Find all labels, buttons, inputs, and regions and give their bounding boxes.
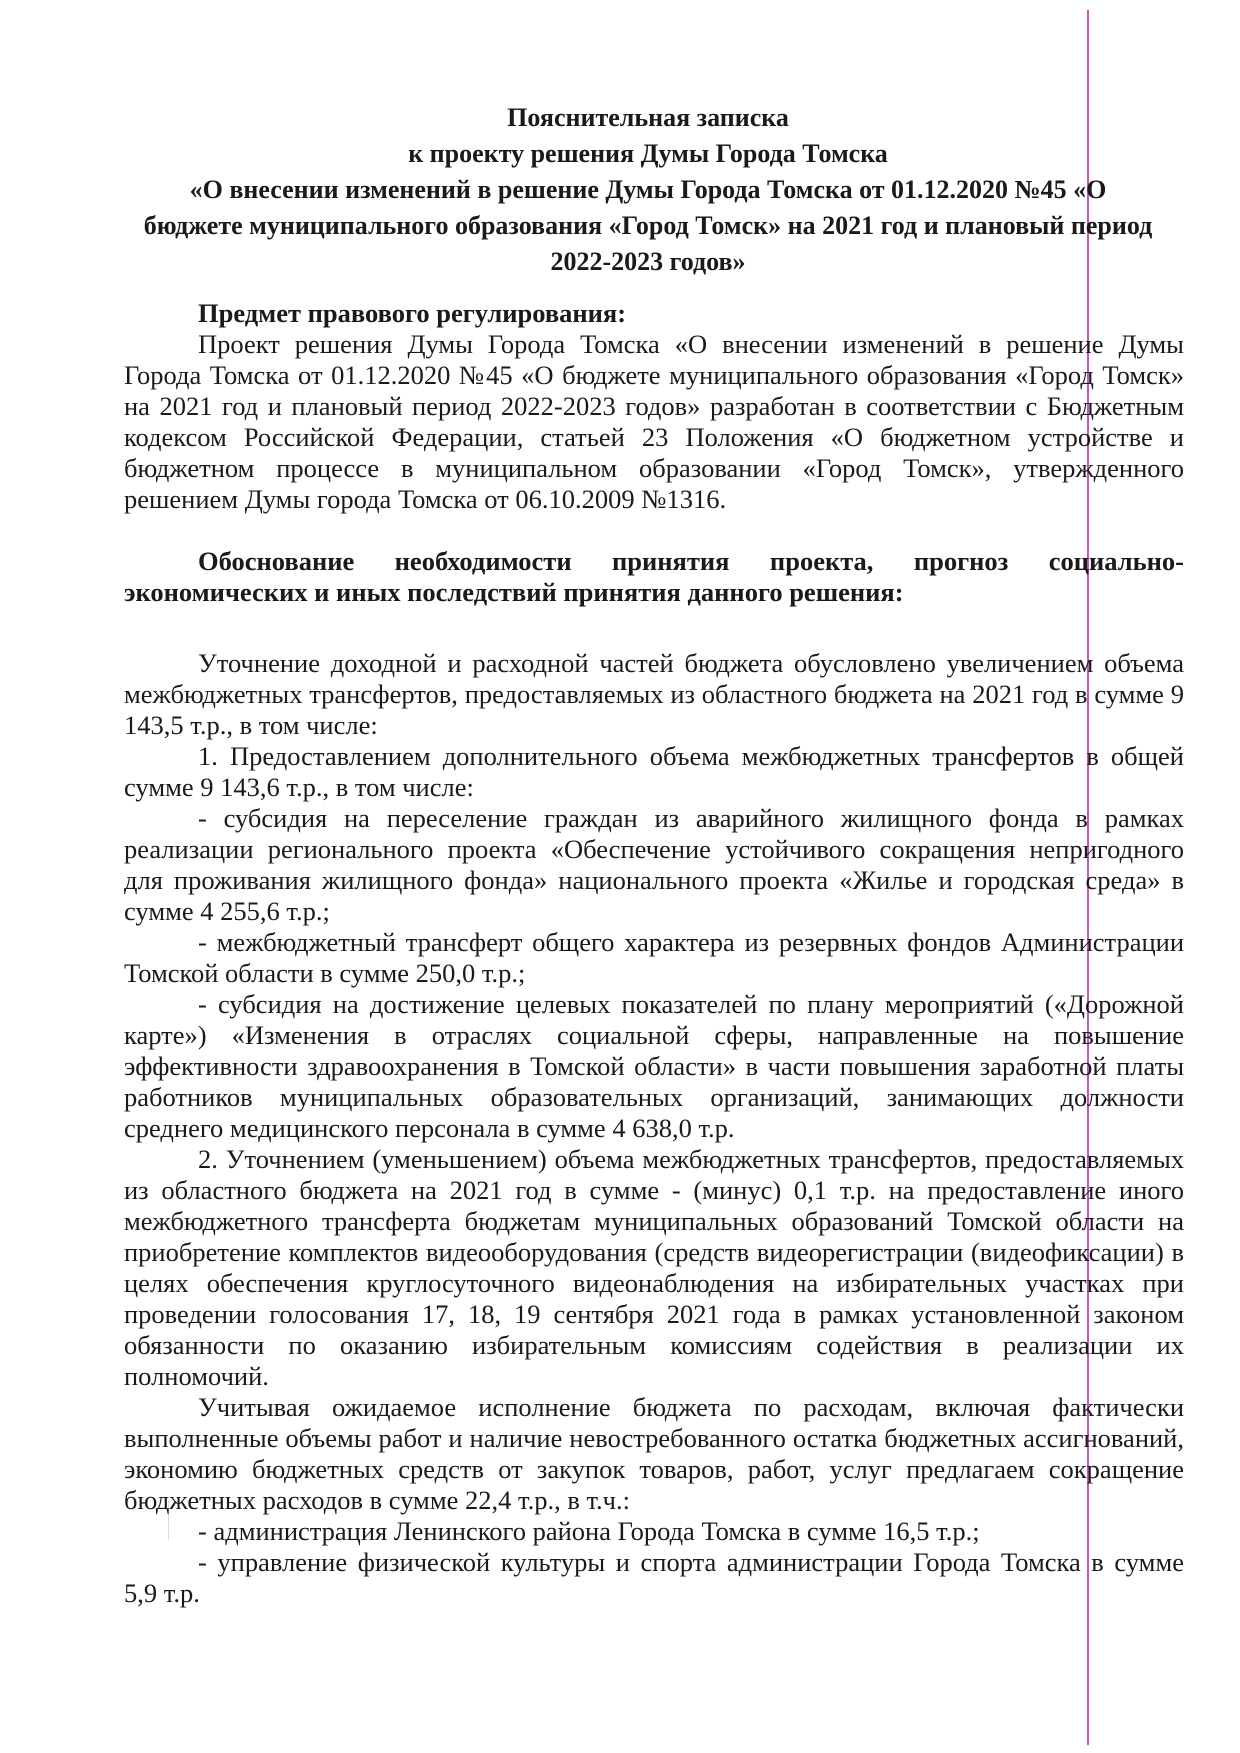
title-line: «О внесении изменений в решение Думы Города Томска от 01.12.2020 №45 «О: [189, 175, 1107, 204]
list-subitem: - управление физической культуры и спорта администрации Города Томска в сумме 5,9 т.р.: [124, 1547, 1184, 1608]
paragraph: Проект решения Думы Города Томска «О внесении изменений в решение Думы Города Томска от 01.12.2020 №45 «О бюджете муниципального образования «Город Томск» на 2021 год и плановый период 2022-2023 годов» разработан в соответствии с Бюджетным кодексом Российской Федерации, статьей 23 Положения «О бюджетном устройстве и бюджетном процессе в муниципальном образовании «Город Томск», утвержденного решением Думы города Томска от 06.10.2009 №1316.: [124, 329, 1184, 514]
list-subitem: - администрация Ленинского района Города Томска в сумме 16,5 т.р.;: [198, 1516, 980, 1546]
paragraph: Уточнение доходной и расходной частей бюджета обусловлено увеличением объема межбюджетных трансфертов, предоставляемых из областного бюджета на 2021 год в сумме 9 143,5 т.р., в том числе:: [124, 648, 1184, 740]
paragraph: Учитывая ожидаемое исполнение бюджета по расходам, включая фактически выполненные объемы работ и наличие невостребованного остатка бюджетных ассигнований, экономию бюджетных средств от закупок товаров, работ, услуг предлагаем сокращение бюджетных расходов в сумме 22,4 т.р., в т.ч.:: [124, 1392, 1184, 1515]
document-title: [118, 100, 1178, 280]
title-line: к проекту решения Думы Города Томска: [408, 139, 888, 168]
list-item: 2. Уточнением (уменьшением) объема межбюджетных трансфертов, предоставляемых из областного бюджета на 2021 год в сумме - (минус) 0,1 т.р. на предоставление иного межбюджетного трансферта бюджетам муниципальных образований Томской области на приобретение комплектов видеооборудования (средств видеорегистрации (видеофиксации) в целях обеспечения круглосуточного видеонаблюдения на избирательных участках при проведении голосования 17, 18, 19 сентября 2021 года в рамках установленной законом обязанности по оказанию избирательным комиссиям содействия в реализации их полномочий.: [124, 1144, 1184, 1391]
list-subitem: - субсидия на переселение граждан из аварийного жилищного фонда в рамках реализации регионального проекта «Обеспечение устойчивого сокращения непригодного для проживания жилищного фонда» национального проекта «Жилье и городская среда» в сумме 4 255,6 т.р.;: [124, 803, 1184, 926]
section-heading: Обоснование необходимости принятия проекта, прогноз социально-экономических и иных последствий принятия данного решения:: [124, 546, 1184, 607]
list-subitem: - субсидия на достижение целевых показателей по плану мероприятий («Дорожной карте») «Изменения в отраслях социальной сферы, направленные на повышение эффективности здравоохранения в Томской области» в части повышения заработной платы работников муниципальных образовательных организаций, занимающих должности среднего медицинского персонала в сумме 4 638,0 т.р.: [124, 989, 1184, 1143]
list-subitem: - межбюджетный трансферт общего характера из резервных фондов Администрации Томской области в сумме 250,0 т.р.;: [124, 927, 1184, 988]
section-heading: Предмет правового регулирования:: [198, 298, 627, 328]
title-line: Пояснительная записка: [507, 103, 789, 132]
title-line: бюджете муниципального образования «Город Томск» на 2021 год и плановый период: [143, 211, 1153, 240]
list-item: 1. Предоставлением дополнительного объема межбюджетных трансфертов в общей сумме 9 143,6 т.р., в том числе:: [124, 741, 1184, 802]
title-line: 2022-2023 годов»: [550, 247, 746, 276]
document-body: [124, 298, 1184, 1609]
